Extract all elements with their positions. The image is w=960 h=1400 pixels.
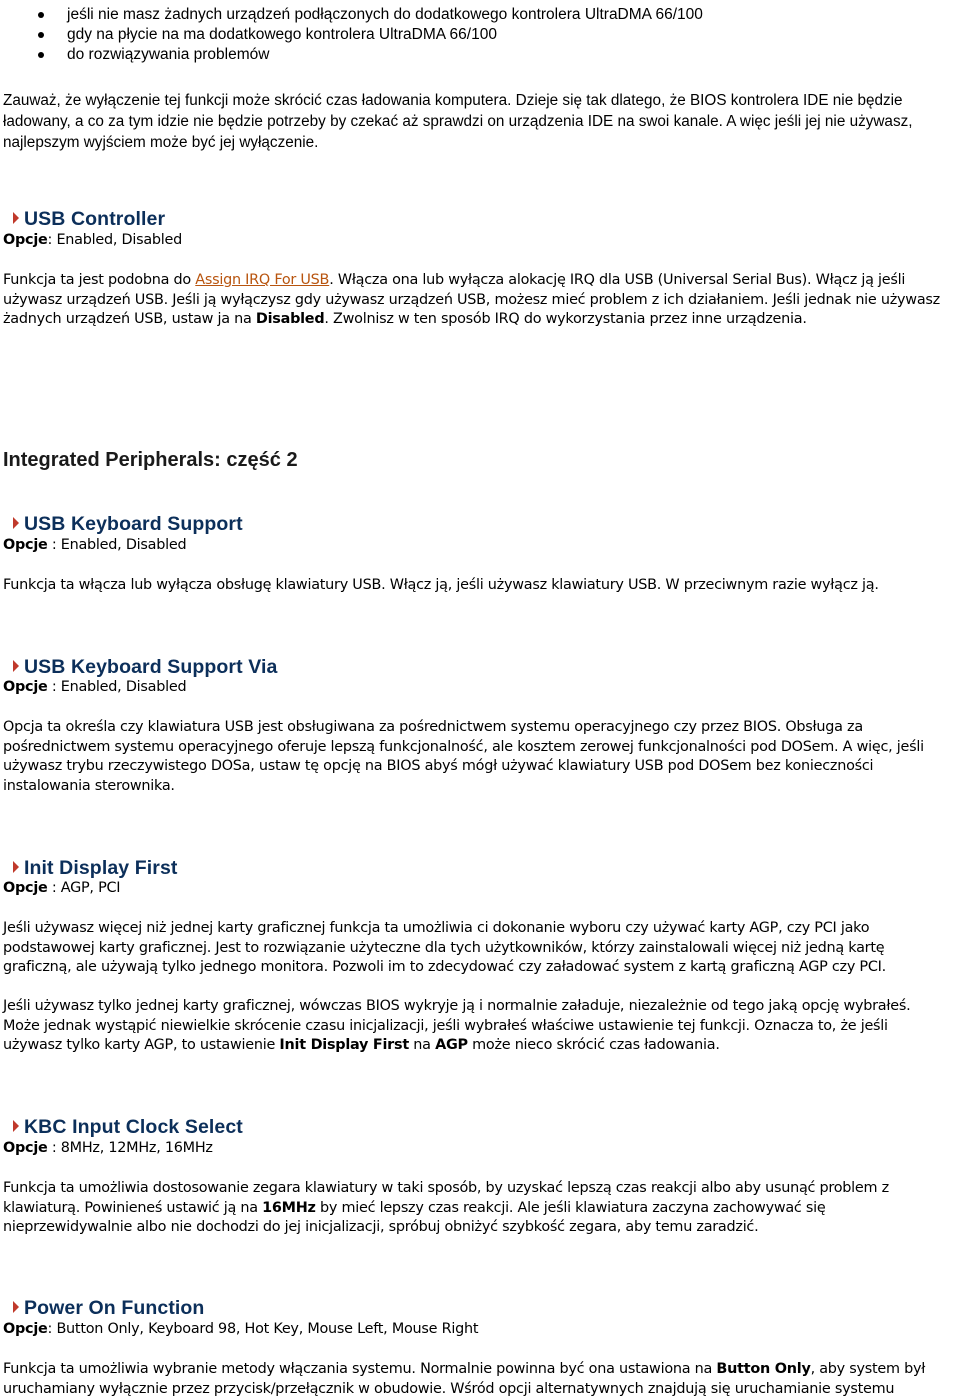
text-line (3, 1036, 910, 1056)
triangle-right-icon (13, 1301, 19, 1313)
heading-text: Init Display First (24, 856, 178, 879)
text-line: Jeśli używasz tylko jednej karty graficznej, wówczas BIOS wykryje ją i normalnie załaduje, niezależnie od tego jaką opcję wybrałeś. (3, 998, 911, 1014)
text-segment: na (408, 1037, 436, 1053)
heading-usb-keyboard-support-via (2, 654, 277, 680)
text-segment: Funkcja ta umożliwia wybranie metody włączania systemu. Normalnie powinna być ona ustawiona na (3, 1361, 717, 1377)
bold-value: Init Display First (279, 1037, 409, 1053)
text-line: Jeśli używasz więcej niż jednej karty graficznej funkcja ta umożliwia ci dokonanie wyboru czy używać karty AGP, czy PCI jako (3, 920, 870, 936)
text-line: uruchamiany wyłącznie przez przycisk/przełącznik w obudowie. Wśród opcji alternatywnych znajdują się uruchamianie systemu (3, 1380, 895, 1397)
bold-value: 16MHz (262, 1199, 316, 1216)
text-line: Zauważ, że wyłączenie tej funkcji może skrócić czas ładowania komputera. Dzieje się tak dlatego, że BIOS kontrolera IDE nie będzie (3, 92, 903, 109)
kbc-clock-description (3, 1179, 889, 1238)
options-line (3, 880, 120, 896)
options-value: : Button Only, Keyboard 98, Hot Key, Mouse Left, Mouse Right (47, 1321, 479, 1337)
bullet-dot (38, 12, 44, 18)
text-line: nieprzewidywalnie albo nie dochodzi do jej inicjalizacji, spróbuj obniżyć szybkość zegara, aby temu zaradzić. (3, 1219, 759, 1235)
options-line (3, 679, 186, 695)
text-line (3, 271, 940, 291)
triangle-right-icon (13, 1120, 19, 1132)
text-line: Opcja ta określa czy klawiatura USB jest obsługiwana za pośrednictwem systemu operacyjnego czy przez BIOS. Obsługa za (3, 719, 863, 735)
init-display-description-1 (3, 919, 886, 978)
options-line (3, 1321, 478, 1337)
usb-controller-description (3, 271, 940, 330)
triangle-right-icon (13, 517, 19, 529)
text-line: pośrednictwem systemu operacyjnego oferuje lepszą funkcjonalność, ale kosztem zerowej funkcjonalności pod DOSem. A więc, jeśli (3, 738, 924, 755)
bullet-dot (38, 52, 44, 58)
text-segment: . Włącza ona lub wyłącza alokację IRQ dla USB (Universal Serial Bus). Włącz ją jeśli (329, 272, 906, 288)
heading-text: USB Keyboard Support Via (24, 655, 278, 678)
text-segment: żadnych urządzeń USB, ustaw ja na (3, 311, 256, 327)
options-label: Opcje (3, 1321, 48, 1337)
text-segment: Funkcja ta jest podobna do (3, 272, 196, 288)
options-value: : Enabled, Disabled (47, 537, 187, 553)
bullet-text: jeśli nie masz żadnych urządzeń podłączonych do dodatkowego kontrolera UltraDMA 66/100 (67, 6, 703, 23)
text-line: Funkcja ta włącza lub wyłącza obsługę klawiatury USB. Włącz ją, jeśli używasz klawiatury USB. W przeciwnym razie wyłącz ją. (3, 577, 879, 593)
options-label: Opcje (3, 537, 48, 553)
text-segment: . Zwolnisz w ten sposób IRQ do wykorzystania przez inne urządzenia. (324, 311, 807, 327)
text-line: ładowany, a co za tym idzie nie będzie potrzeby by czekać aż sprawdzi on urządzenia IDE na swoi kanale. A więc jeśli jej nie używasz, (3, 113, 913, 130)
text-line: Może jednak wystąpić niewielkie skrócenie czasu inicjalizacji, jeśli wybrałeś właściwe ustawienie tej funkcji. Oznacza to, że jeśli (3, 1017, 888, 1034)
options-label: Opcje (3, 880, 48, 896)
heading-kbc-input-clock-select (2, 1114, 243, 1140)
text-segment: , aby system był (810, 1361, 926, 1377)
intro-paragraph (3, 90, 960, 153)
heading-init-display-first (2, 855, 178, 881)
options-value: : Enabled, Disabled (47, 679, 187, 695)
options-label: Opcje (3, 232, 48, 248)
text-line: używasz trybu rzeczywistego DOSa, ustaw tę opcję na BIOS abyś mógł używać klawiatury USB pod DOSem bez konieczności (3, 758, 874, 774)
options-label: Opcje (3, 1140, 48, 1156)
text-line (3, 310, 940, 330)
text-line: instalowania sterownika. (3, 777, 175, 794)
text-line: Funkcja ta umożliwia dostosowanie zegara klawiatury w taki sposób, by uzyskać lepszą czas reakcji albo aby usunąć problem z (3, 1180, 889, 1196)
text-segment: używasz tylko karty AGP, to ustawienie (3, 1037, 280, 1053)
bullet-dot (38, 32, 44, 38)
bullet-text: do rozwiązywania problemów (67, 46, 270, 63)
options-label: Opcje (3, 679, 48, 695)
heading-usb-keyboard-support (2, 511, 243, 537)
options-value: : 8MHz, 12MHz, 16MHz (47, 1140, 213, 1156)
heading-text: KBC Input Clock Select (24, 1115, 243, 1138)
heading-usb-controller (2, 206, 165, 232)
options-line (3, 232, 182, 248)
options-line (3, 537, 186, 553)
init-display-description-2 (3, 997, 910, 1056)
text-segment: może nieco skrócić czas ładowania. (467, 1037, 720, 1053)
text-line (3, 1360, 925, 1380)
text-segment: by mieć lepszy czas reakcji. Ale jeśli klawiatura zaczyna zachowywać się (315, 1199, 826, 1216)
bold-value: AGP (435, 1037, 468, 1053)
options-value: : Enabled, Disabled (47, 232, 183, 248)
text-line: używasz urządzeń USB. Jeśli ją wyłączysz gdy używasz urządzeń USB, możesz mieć problem z ich działaniem. Jeśli jednak nie używasz (3, 291, 940, 308)
text-line (3, 1199, 889, 1219)
assign-irq-link[interactable]: Assign IRQ For USB (195, 272, 330, 288)
heading-power-on-function (2, 1295, 204, 1321)
triangle-right-icon (13, 212, 19, 224)
text-line: najlepszym wyjściem może być jej wyłączenie. (3, 134, 319, 151)
options-value: : AGP, PCI (47, 880, 121, 896)
triangle-right-icon (13, 660, 19, 672)
bullet-text: gdy na płycie na ma dodatkowego kontrolera UltraDMA 66/100 (67, 26, 497, 43)
bold-value: Disabled (255, 311, 325, 327)
usb-keyboard-via-description (3, 718, 924, 796)
heading-text: USB Controller (24, 207, 166, 230)
heading-text: Power On Function (24, 1296, 205, 1319)
bold-value: Button Only (716, 1361, 811, 1377)
text-line: podstawowej karty graficznej. Jest to rozwiązanie użyteczne dla tych użytkowników, którzy zainstalowali więcej niż jedną kartę (3, 939, 885, 956)
usb-keyboard-description (3, 576, 879, 596)
text-line: graficzną, ale używają tylko jednego monitora. Pozwoli im to zdecydować czy załadować system z kartą graficzną AGP czy PCI. (3, 959, 886, 975)
power-on-description (3, 1360, 925, 1399)
heading-text: USB Keyboard Support (24, 512, 243, 535)
text-segment: klawiaturą. Powinieneś ustawić ją na (3, 1199, 263, 1216)
section-title: Integrated Peripherals: część 2 (3, 449, 298, 471)
triangle-right-icon (13, 861, 19, 873)
options-line (3, 1140, 213, 1156)
